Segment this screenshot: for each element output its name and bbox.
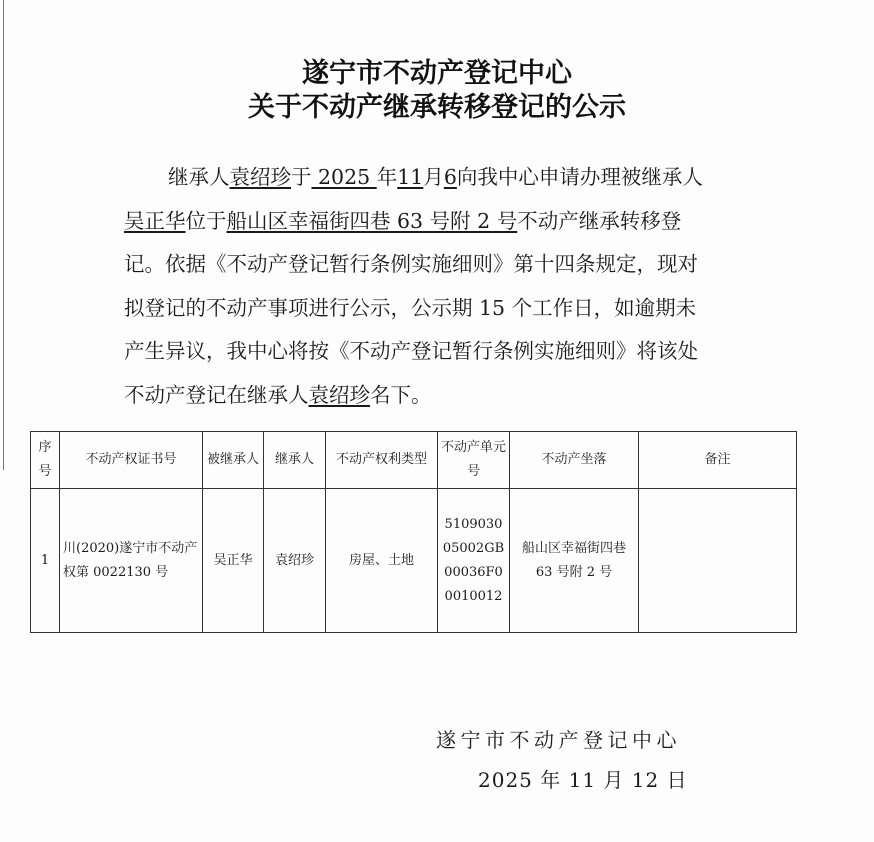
cell-remark xyxy=(639,489,797,633)
issuer-signature: 遂宁市不动产登记中心 xyxy=(436,728,681,752)
header-cert-no: 不动产权证书号 xyxy=(60,432,203,489)
decedent-name: 吴正华 xyxy=(124,208,186,233)
cell-decedent: 吴正华 xyxy=(203,489,264,633)
header-serial: 序号 xyxy=(31,432,60,489)
apply-day: 6 xyxy=(443,165,457,189)
cell-serial: 1 xyxy=(31,489,60,633)
notice-text-7: 不动产继承转移登记。依据《不动产登记暂行条例实施细则》第十四条规定，现对拟登记的不动产事项进行公示，公示期 15 个工作日，如逾期未产生异议，我中心将按《不动产登记暂行条例实施细则》将该处不动产登记在继承人 xyxy=(124,208,698,407)
header-right-type: 不动产权利类型 xyxy=(326,432,438,489)
notice-text-4: 月 xyxy=(423,165,444,189)
notice-text-1: 继承人 xyxy=(168,165,230,189)
table-header-row xyxy=(31,432,797,489)
header-heir: 继承人 xyxy=(264,432,326,489)
header-decedent: 被继承人 xyxy=(203,432,264,489)
heir-name-repeat: 袁绍珍 xyxy=(308,382,370,407)
header-remark: 备注 xyxy=(639,432,797,489)
issue-date: 2025 年 11 月 12 日 xyxy=(478,768,688,792)
heir-name: 袁绍珍 xyxy=(229,165,291,189)
notice-paragraph xyxy=(124,156,714,417)
notice-text-6: 位于 xyxy=(185,208,227,233)
header-location: 不动产坐落 xyxy=(510,432,639,489)
notice-text-3: 年 xyxy=(376,165,398,189)
cell-heir: 袁绍珍 xyxy=(264,489,326,633)
header-unit-no: 不动产单元号 xyxy=(438,432,510,489)
cell-right-type: 房屋、土地 xyxy=(326,489,438,633)
title-line-1: 遂宁市不动产登记中心 xyxy=(302,58,572,89)
table-row xyxy=(31,489,797,633)
cell-cert-no: 川(2020)遂宁市不动产权第 0022130 号 xyxy=(60,489,203,633)
cell-location: 船山区幸福街四巷 63 号附 2 号 xyxy=(510,489,639,633)
notice-text-8: 名下。 xyxy=(370,382,432,407)
notice-text-5: 向我中心申请办理被继承人 xyxy=(456,165,703,189)
cell-unit-no: 510903005002GB00036F00010012 xyxy=(438,489,510,633)
notice-text-2: 于 xyxy=(291,165,312,189)
apply-year: 2025 xyxy=(311,165,377,189)
property-address: 船山区幸福街四巷 63 号附 2 号 xyxy=(226,208,518,233)
property-table xyxy=(30,431,797,633)
apply-month: 11 xyxy=(397,165,424,189)
title-line-2: 关于不动产继承转移登记的公示 xyxy=(248,92,626,123)
